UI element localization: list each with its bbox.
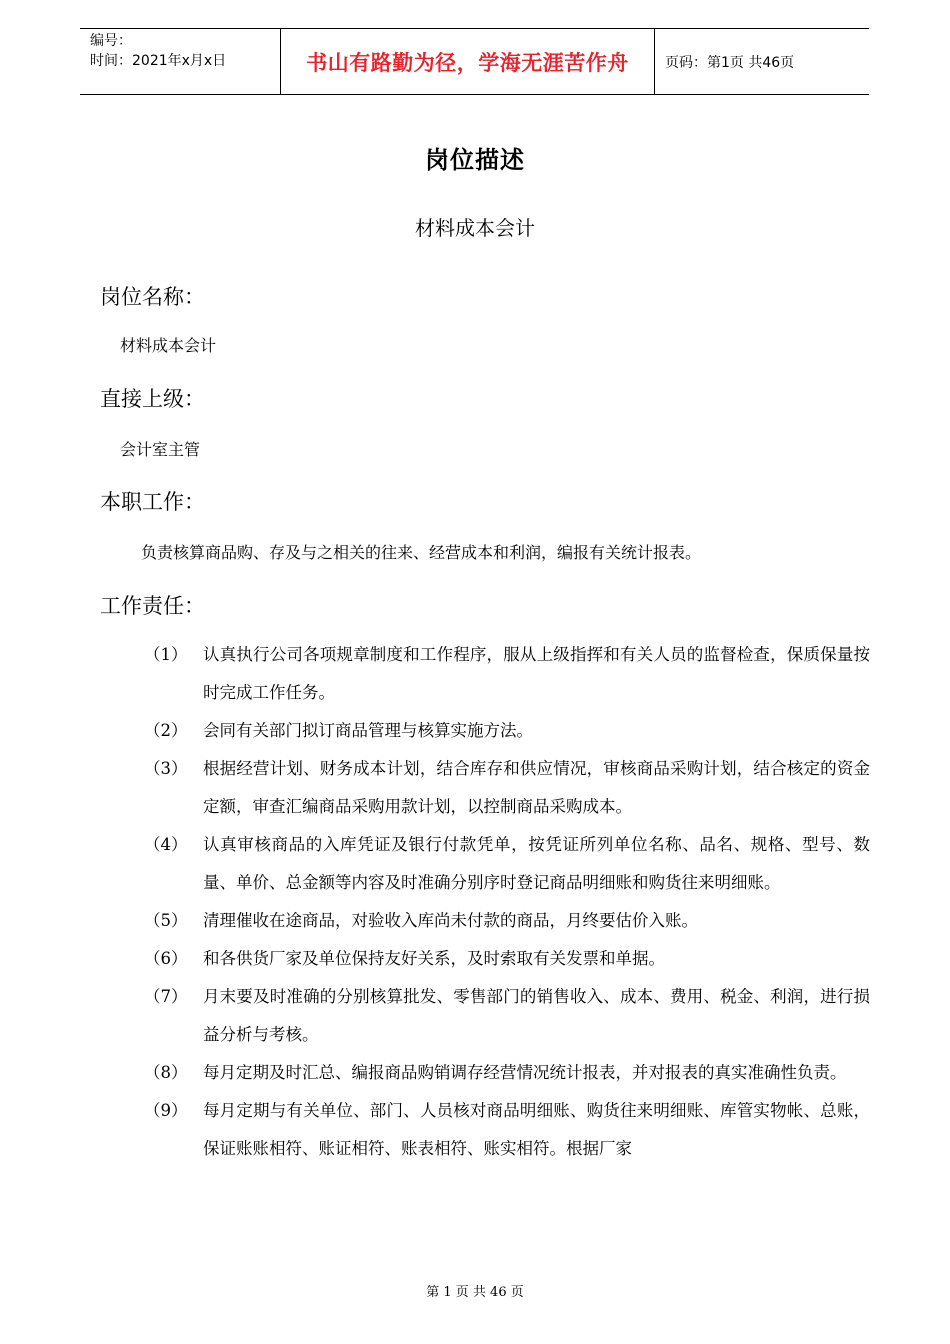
list-item xyxy=(140,1054,870,1092)
item-text: 根据经营计划、财务成本计划，结合库存和供应情况，审核商品采购计划，结合核定的资金定额，审查汇编商品采购用款计划，以控制商品采购成本。 xyxy=(203,759,870,816)
document-subtitle: 材料成本会计 xyxy=(415,216,535,240)
item-text: 月末要及时准确的分别核算批发、零售部门的销售收入、成本、费用、税金、利润，进行损益分析与考核。 xyxy=(203,987,870,1044)
header-motto: 书山有路勤为径，学海无涯苦作舟 xyxy=(306,50,629,75)
header-meta xyxy=(80,29,281,94)
list-item xyxy=(140,902,870,940)
list-item xyxy=(140,826,870,902)
list-item xyxy=(140,712,870,750)
page-footer: 第 1 页 共 46 页 xyxy=(426,1285,524,1300)
item-text: 会同有关部门拟订商品管理与核算实施方法。 xyxy=(203,721,533,740)
item-text: 认真审核商品的入库凭证及银行付款凭单，按凭证所列单位名称、品名、规格、型号、数量、单价、总金额等内容及时准确分别序时登记商品明细账和购货往来明细账。 xyxy=(203,835,870,892)
item-text: 每月定期及时汇总、编报商品购销调存经营情况统计报表，并对报表的真实准确性负责。 xyxy=(203,1063,847,1082)
position-name-value: 材料成本会计 xyxy=(120,336,217,355)
list-item xyxy=(140,940,870,978)
list-item xyxy=(140,750,870,826)
header-page-info: 页码：第1页 共46页 xyxy=(665,54,795,71)
position-name-heading: 岗位名称： xyxy=(100,285,205,309)
item-number: （2） xyxy=(144,721,188,740)
item-number: （3） xyxy=(144,759,188,778)
document-time: 时间：2021年x月x日 xyxy=(90,53,227,69)
document-number-label: 编号： xyxy=(90,33,132,49)
item-text: 认真执行公司各项规章制度和工作程序，服从上级指挥和有关人员的监督检查，保质保量按时完成工作任务。 xyxy=(203,645,870,702)
list-item xyxy=(140,1092,870,1168)
item-text: 清理催收在途商品，对验收入库尚未付款的商品，月终要估价入账。 xyxy=(203,911,698,930)
item-text: 每月定期与有关单位、部门、人员核对商品明细账、购货往来明细账、库管实物帐、总账，保证账账相符、账证相符、账表相符、账实相符。根据厂家 xyxy=(203,1101,870,1158)
item-number: （8） xyxy=(144,1063,188,1082)
item-number: （4） xyxy=(144,835,188,854)
responsibilities-list xyxy=(140,636,870,1168)
item-number: （6） xyxy=(144,949,188,968)
item-number: （7） xyxy=(144,987,188,1006)
list-item xyxy=(140,978,870,1054)
header-motto-cell xyxy=(281,29,655,94)
item-number: （5） xyxy=(144,911,188,930)
superior-value: 会计室主管 xyxy=(120,440,201,459)
duty-value: 负责核算商品购、存及与之相关的往来、经营成本和利润，编报有关统计报表。 xyxy=(141,543,702,562)
item-text: 和各供货厂家及单位保持友好关系，及时索取有关发票和单据。 xyxy=(203,949,665,968)
superior-heading: 直接上级： xyxy=(100,387,205,411)
item-number: （1） xyxy=(144,645,188,664)
responsibilities-heading: 工作责任： xyxy=(100,594,205,618)
item-number: （9） xyxy=(144,1101,188,1120)
list-item xyxy=(140,636,870,712)
document-title: 岗位描述 xyxy=(425,146,525,174)
page-header xyxy=(80,28,869,95)
duty-heading: 本职工作： xyxy=(100,490,205,514)
